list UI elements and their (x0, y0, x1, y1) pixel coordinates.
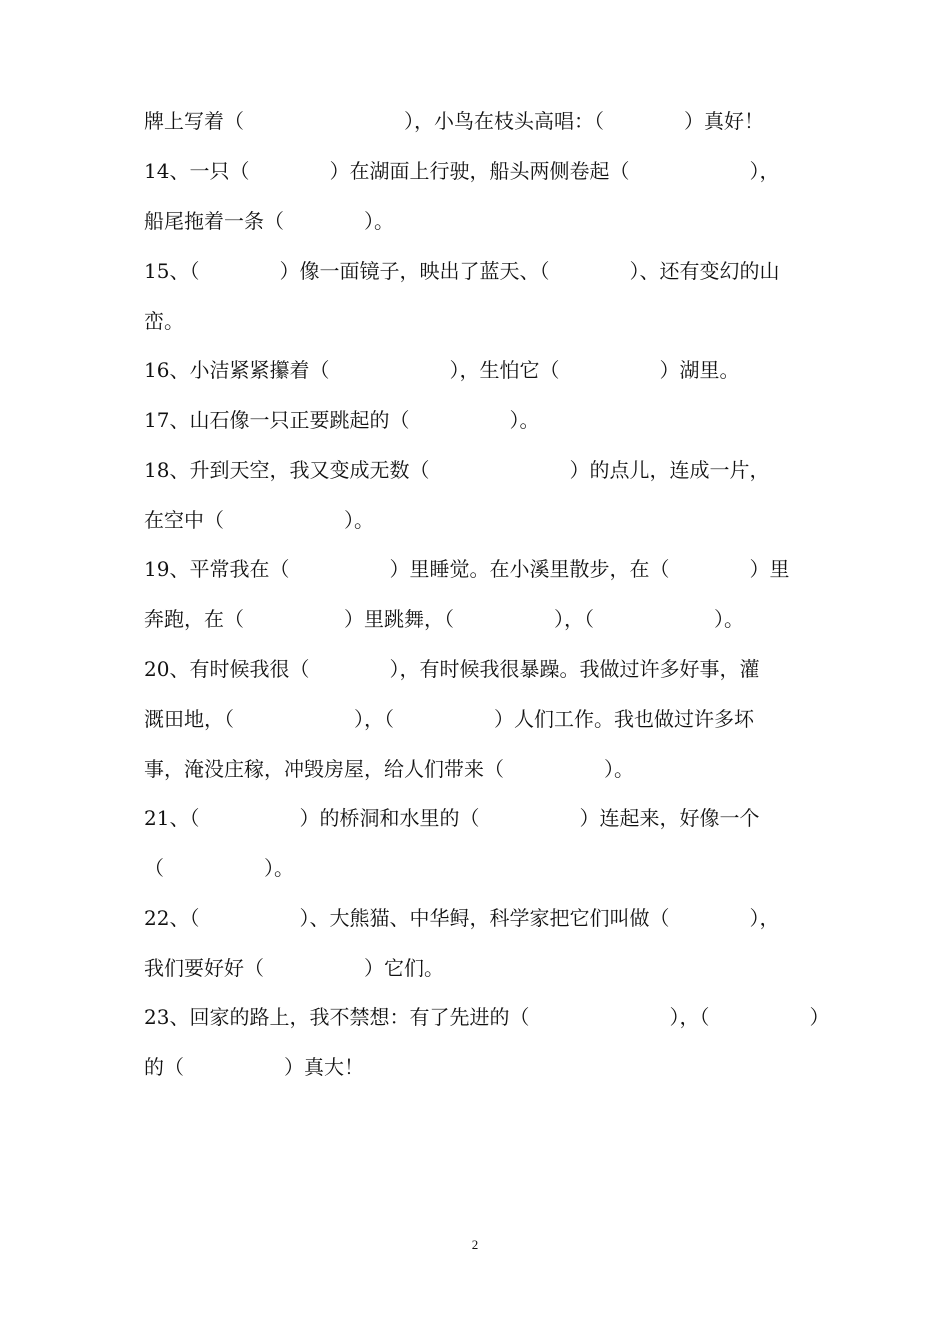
text-line: 在空中（ ）。 (144, 508, 374, 532)
text-line: 17、山石像一只正要跳起的（ ）。 (144, 408, 540, 432)
text-line: 峦。 (144, 309, 184, 333)
text-line: 20、有时候我很（ ），有时候我很暴躁。我做过许多好事，灌 (144, 657, 760, 681)
text-line: 21、（ ）的桥洞和水里的（ ）连起来，好像一个 (144, 806, 760, 830)
text-line: 19、平常我在（ ）里睡觉。在小溪里散步，在（ ）里 (144, 557, 790, 581)
text-line: 奔跑，在（ ）里跳舞，（ ），（ ）。 (144, 607, 744, 631)
text-line: 16、小洁紧紧攥着（ ），生怕它（ ）湖里。 (144, 358, 740, 382)
text-line: （ ）。 (144, 856, 294, 880)
text-line: 23、回家的路上，我不禁想：有了先进的（ ），（ ） (144, 1005, 830, 1029)
text-line: 的（ ）真大！ (144, 1055, 364, 1079)
text-line: 14、一只（ ）在湖面上行驶，船头两侧卷起（ ）， (144, 159, 780, 183)
text-line: 船尾拖着一条（ ）。 (144, 209, 394, 233)
text-line: 事，淹没庄稼，冲毁房屋，给人们带来（ ）。 (144, 757, 634, 781)
text-line: 22、（ ）、大熊猫、中华鲟，科学家把它们叫做（ ）， (144, 906, 780, 930)
text-line: 我们要好好（ ）它们。 (144, 956, 444, 980)
page-number: 2 (471, 1237, 479, 1252)
text-line: 18、升到天空，我又变成无数（ ）的点儿，连成一片， (144, 458, 770, 482)
text-line: 牌上写着（ ），小鸟在枝头高唱：（ ）真好！ (144, 109, 764, 133)
text-line: 溉田地，（ ），（ ）人们工作。我也做过许多坏 (144, 707, 754, 731)
text-line: 15、（ ）像一面镜子，映出了蓝天、（ ）、还有变幻的山 (144, 259, 780, 283)
